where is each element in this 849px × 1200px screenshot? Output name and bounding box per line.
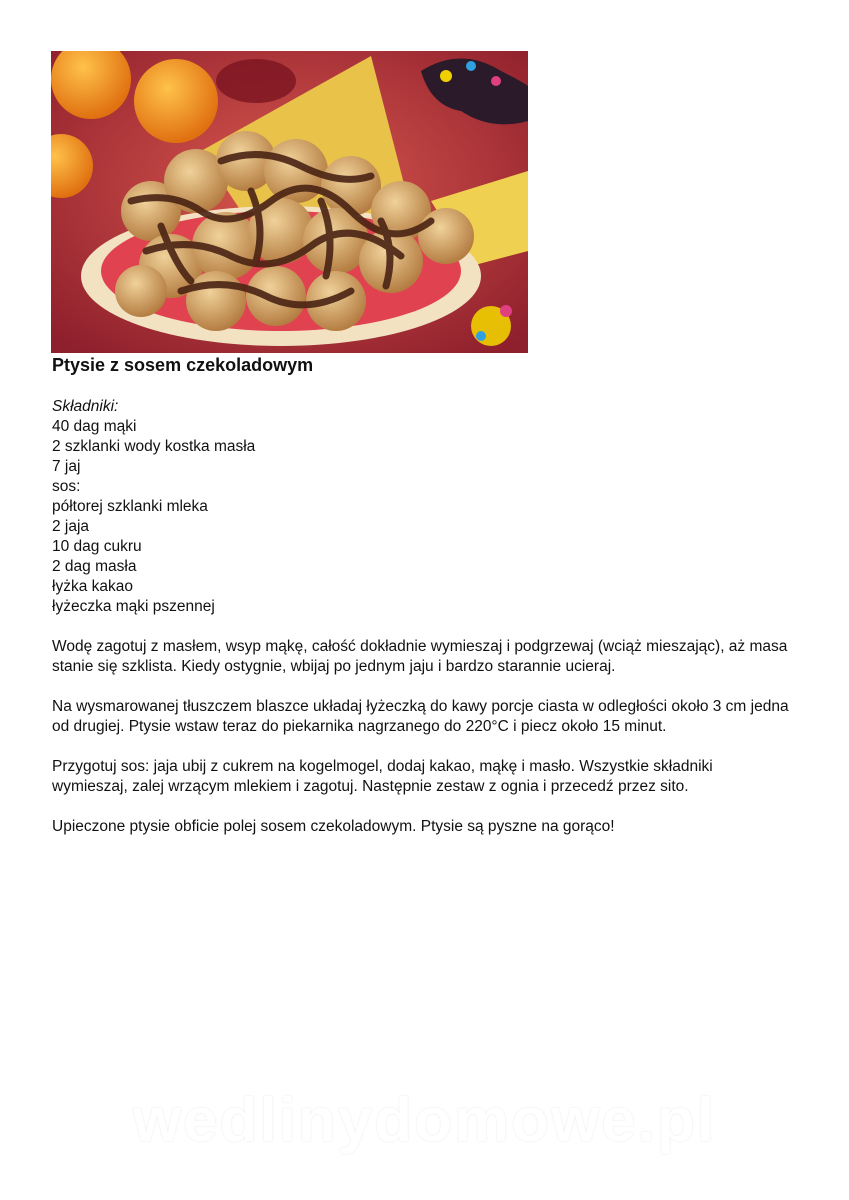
recipe-photo (51, 51, 528, 353)
ingredient-item: półtorej szklanki mleka (52, 498, 208, 515)
ingredient-item: 10 dag cukru (52, 538, 142, 555)
ingredient-item: 7 jaj (52, 458, 81, 475)
instructions-section (52, 637, 792, 857)
ingredients-section (52, 397, 255, 617)
ingredient-item: 2 dag masła (52, 558, 137, 575)
watermark: wedlinydomowe.pl (132, 1086, 717, 1155)
instruction-paragraph: Na wysmarowanej tłuszczem blaszce układaj łyżeczką do kawy porcje ciasta w odległości około 3 cm jedna od drugiej. Ptysie wstaw teraz do piekarnika nagrzanego do 220°C i piecz około 15 minut. (52, 698, 789, 735)
instruction-paragraph: Upieczone ptysie obficie polej sosem czekoladowym. Ptysie są pyszne na gorąco! (52, 818, 615, 835)
instruction-paragraph: Przygotuj sos: jaja ubij z cukrem na kogelmogel, dodaj kakao, mąkę i masło. Wszystkie składniki wymieszaj, zalej wrzącym mlekiem i zagotuj. Następnie zestaw z ognia i przecedź przez sito. (52, 758, 713, 795)
recipe-title: Ptysie z sosem czekoladowym (52, 355, 314, 375)
instruction-paragraph: Wodę zagotuj z masłem, wsyp mąkę, całość dokładnie wymieszaj i podgrzewaj (wciąż mieszając), aż masa stanie się szklista. Kiedy ostygnie, wbijaj po jednym jaju i bardzo starannie ucieraj. (52, 638, 788, 675)
ingredient-item: sos: (52, 478, 81, 495)
ingredient-item: 2 jaja (52, 518, 90, 535)
ingredient-item: 40 dag mąki (52, 418, 137, 435)
ingredient-item: łyżka kakao (52, 578, 133, 595)
ingredient-item: 2 szklanki wody kostka masła (52, 438, 256, 455)
ingredients-label: Składniki: (52, 398, 119, 415)
ingredient-item: łyżeczka mąki pszennej (52, 598, 215, 615)
cream-puffs-image (51, 51, 528, 353)
